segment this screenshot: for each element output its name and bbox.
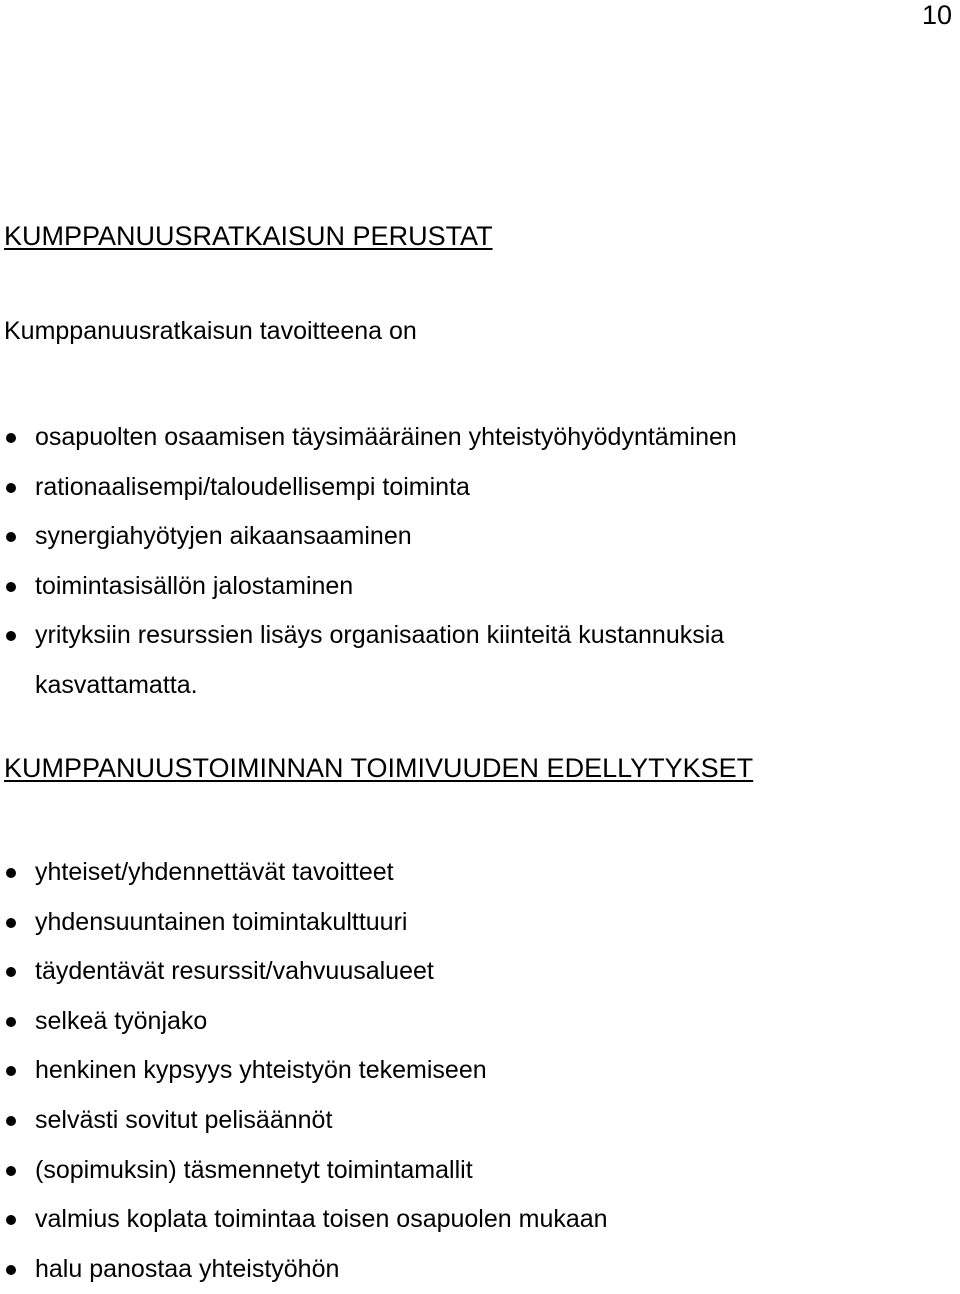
- list-item-text: henkinen kypsyys yhteistyön tekemiseen: [35, 1056, 487, 1085]
- list-item: [0, 1046, 608, 1096]
- bullet-icon: [6, 1116, 16, 1126]
- bullet-icon: [6, 868, 16, 878]
- intro-text: Kumppanuusratkaisun tavoitteena on: [4, 317, 417, 345]
- list-item-text: yhteiset/yhdennettävät tavoitteet: [35, 858, 394, 886]
- list-item: [0, 413, 737, 463]
- list-item: [0, 463, 737, 513]
- list-item-text: halu panostaa yhteistyöhön: [35, 1254, 340, 1283]
- bullet-icon: [6, 1066, 16, 1076]
- list-item-text: rationaalisempi/taloudellisempi toiminta: [35, 472, 470, 501]
- list-item: [0, 1195, 608, 1245]
- goals-bullet-list: [0, 413, 737, 711]
- list-item: [0, 1245, 608, 1294]
- page-number: 10: [921, 0, 952, 30]
- bullet-icon: [6, 532, 16, 542]
- bullet-icon: [6, 631, 16, 641]
- bullet-icon: [6, 1017, 16, 1027]
- section-heading-kumppanuustoiminnan-edellytykset: KUMPPANUUSTOIMINNAN TOIMIVUUDEN EDELLYTYKSET: [4, 753, 754, 783]
- list-item-text: osapuolten osaamisen täysimääräinen yhteistyöhyödyntäminen: [35, 423, 737, 451]
- list-item: [0, 848, 608, 898]
- list-item: [0, 947, 608, 997]
- list-item: [0, 512, 737, 562]
- list-item-text: yhdensuuntainen toimintakulttuuri: [35, 907, 408, 936]
- section-heading-kumppanuusratkaisun-perustat: KUMPPANUUSRATKAISUN PERUSTAT: [4, 221, 493, 251]
- list-item: [0, 562, 737, 612]
- list-item-text: yrityksiin resurssien lisäys organisaation kiinteitä kustannuksia: [35, 621, 725, 650]
- list-item-text: synergiahyötyjen aikaansaaminen: [35, 522, 412, 551]
- list-item: [0, 1096, 608, 1146]
- list-item-text: valmius koplata toimintaa toisen osapuolen mukaan: [35, 1205, 608, 1234]
- bullet-icon: [6, 1166, 16, 1176]
- list-item-text: (sopimuksin) täsmennetyt toimintamallit: [35, 1155, 473, 1184]
- list-item-continuation: kasvattamatta.: [35, 670, 198, 699]
- list-item-text: toimintasisällön jalostaminen: [35, 571, 354, 600]
- bullet-icon: [6, 582, 16, 592]
- list-item: [0, 898, 608, 948]
- list-item-text: täydentävät resurssit/vahvuusalueet: [35, 957, 434, 986]
- bullet-icon: [6, 967, 16, 977]
- bullet-icon: [6, 1215, 16, 1225]
- bullet-icon: [6, 1265, 16, 1275]
- list-item: [0, 611, 737, 710]
- requirements-bullet-list: [0, 848, 608, 1294]
- list-item: [0, 997, 608, 1047]
- bullet-icon: [6, 918, 16, 928]
- list-item-text: selvästi sovitut pelisäännöt: [35, 1105, 333, 1134]
- list-item: [0, 1146, 608, 1196]
- bullet-icon: [6, 483, 16, 493]
- list-item-text: selkeä työnjako: [35, 1006, 208, 1035]
- bullet-icon: [6, 433, 16, 443]
